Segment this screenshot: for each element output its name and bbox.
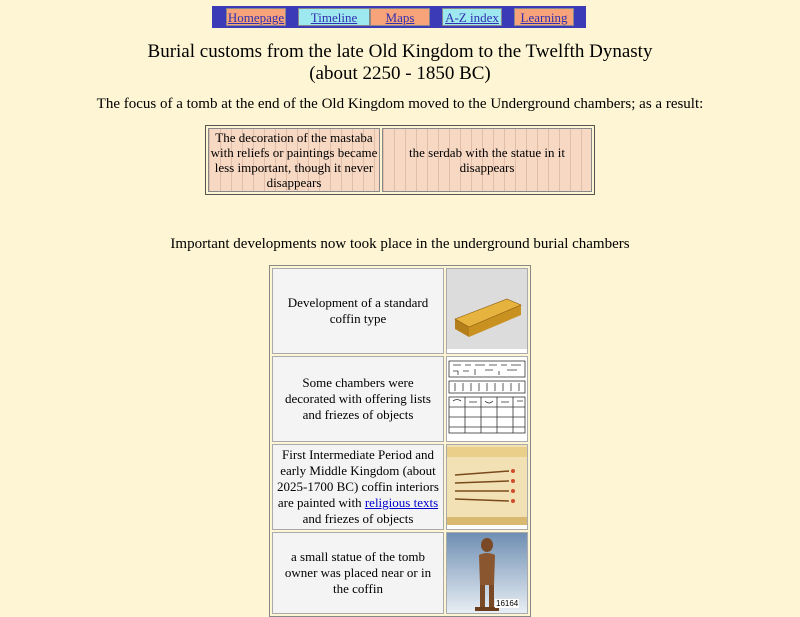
page-title-line1: Burial customs from the late Old Kingdom to the Twelfth Dynasty [147,41,653,62]
developments-heading: Important developments now took place in the underground burial chambers [170,236,630,252]
coffin-interior-image [446,444,528,530]
nav-learning-link[interactable]: Learning [514,8,574,26]
nav-homepage-link[interactable]: Homepage [227,10,285,25]
development-text: a small statue of the tomb owner was placed near or in the coffin [272,532,444,614]
results-table [205,125,595,195]
frieze-drawing-image [446,356,528,442]
top-navigation [212,6,586,28]
table-row [272,356,528,442]
table-row [272,532,528,614]
development-text: Some chambers were decorated with offering lists and friezes of objects [272,356,444,442]
religious-texts-link[interactable]: religious texts [364,495,439,510]
image-label: 16164 [496,599,519,608]
development-text: Development of a standard coffin type [272,268,444,354]
development-text [272,444,444,530]
nav-az-index-link[interactable]: A-Z index [442,8,502,26]
intro-text: The focus of a tomb at the end of the Old Kingdom moved to the Underground chambers; as a result: [96,96,704,112]
result-cell-serdab: the serdab with the statue in it disappears [382,128,592,192]
result-cell-decoration: The decoration of the mastaba with reliefs or paintings became less important, though it never disappears [208,128,380,192]
nav-maps-link[interactable]: Maps [370,8,430,26]
page-title [0,41,800,85]
page-title-line2: (about 2250 - 1850 BC) [309,63,491,84]
coffin-image [446,268,528,354]
developments-table [269,265,531,617]
table-row [272,268,528,354]
statue-image [446,532,528,614]
development-text-part: and friezes of objects [302,511,414,526]
nav-timeline-link[interactable]: Timeline [298,8,370,26]
table-row [272,444,528,530]
development-text-part: First Intermediate Period and early Middle Kingdom (about 2025-1700 BC) coffin interiors are painted with [277,447,439,510]
